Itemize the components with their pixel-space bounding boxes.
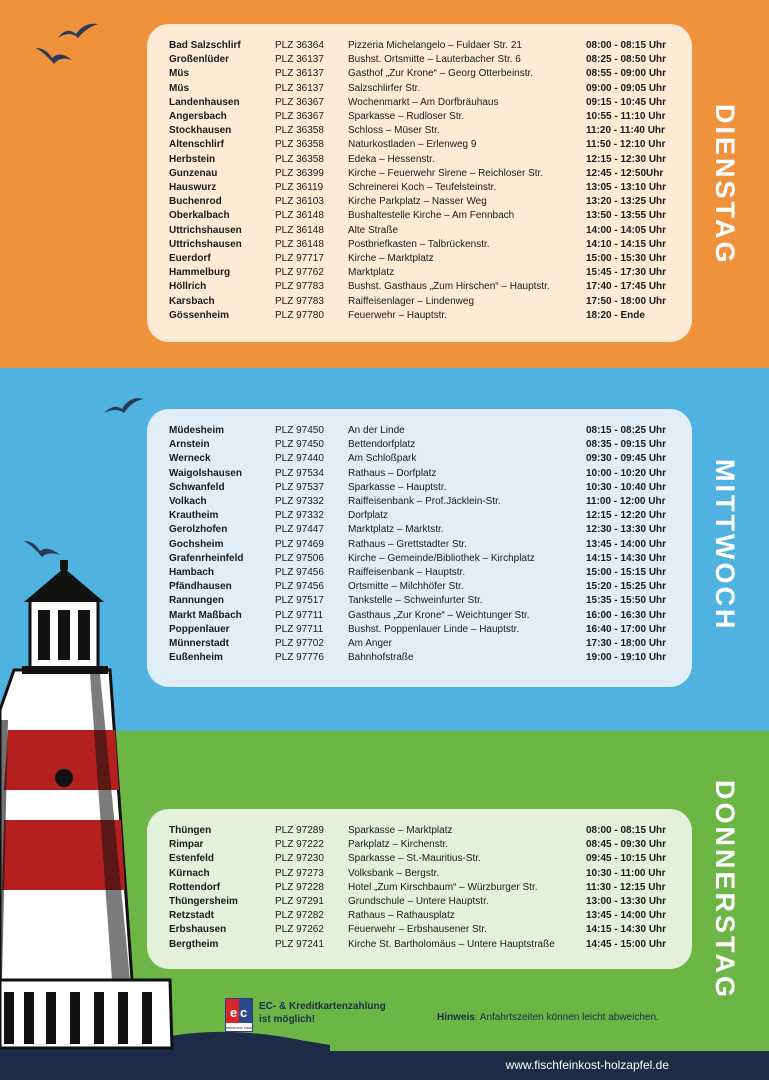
stop-town: Karsbach bbox=[169, 295, 215, 307]
stop-town: Münnerstadt bbox=[169, 638, 229, 650]
svg-text:e: e bbox=[230, 1005, 238, 1020]
payment-note-line1: EC- & Kreditkartenzahlung bbox=[259, 1001, 386, 1012]
stop-postcode: PLZ 36358 bbox=[275, 139, 324, 151]
hint-text: : Anfahrtszeiten können leicht abweichen. bbox=[474, 1012, 659, 1023]
seagull-icon bbox=[34, 44, 74, 66]
stop-time: 14:15 - 14:30 Uhr bbox=[586, 924, 667, 936]
stop-time: 10:55 - 11:10 Uhr bbox=[586, 111, 666, 123]
stop-town: Bad Salzschlirf bbox=[169, 40, 241, 51]
stop-location: Wochenmarkt – Am Dorfbräuhaus bbox=[348, 96, 499, 108]
stop-location: Grundschule – Untere Hauptstr. bbox=[348, 896, 489, 908]
stop-location: Marktplatz – Marktstr. bbox=[348, 524, 444, 536]
schedule-row bbox=[169, 538, 672, 552]
stop-time: 15:45 - 17:30 Uhr bbox=[586, 267, 667, 279]
stop-time: 08:15 - 08:25 Uhr bbox=[586, 425, 667, 436]
stop-time: 14:10 - 14:15 Uhr bbox=[586, 238, 667, 250]
schedule-row bbox=[169, 280, 672, 294]
stop-time: 13:05 - 13:10 Uhr bbox=[586, 182, 667, 194]
stop-postcode: PLZ 97711 bbox=[275, 623, 324, 635]
stop-town: Stockhausen bbox=[169, 125, 232, 137]
stop-time: 09:00 - 09:05 Uhr bbox=[586, 82, 667, 94]
schedule-row bbox=[169, 209, 672, 223]
stop-location: Am Anger bbox=[348, 638, 392, 650]
schedule-row bbox=[169, 295, 672, 309]
stop-time: 12:15 - 12:30 Uhr bbox=[586, 153, 667, 165]
schedule-row bbox=[169, 452, 672, 466]
stop-town: Arnstein bbox=[169, 439, 210, 451]
stop-town: Schwanfeld bbox=[169, 481, 225, 493]
schedule-row bbox=[169, 266, 672, 280]
stop-town: Müs bbox=[169, 82, 189, 94]
stop-time: 11:20 - 11:40 Uhr bbox=[586, 125, 665, 137]
stop-town: Gochsheim bbox=[169, 538, 224, 550]
hint-note bbox=[437, 1012, 659, 1023]
stop-postcode: PLZ 97469 bbox=[275, 538, 324, 550]
stop-town: Volkach bbox=[169, 496, 207, 508]
stop-location: Bushst. Ortsmitte – Lauterbacher Str. 6 bbox=[348, 54, 521, 66]
stop-time: 18:20 - Ende bbox=[586, 309, 645, 321]
stop-postcode: PLZ 97291 bbox=[275, 896, 324, 908]
stop-postcode: PLZ 36367 bbox=[275, 111, 324, 123]
stop-location: Raiffeisenbank – Hauptstr. bbox=[348, 567, 466, 579]
stop-location: Kirche St. Bartholomäus – Untere Hauptstraße bbox=[348, 938, 555, 950]
stop-location: Postbriefkasten – Talbrückenstr. bbox=[348, 238, 490, 250]
stop-time: 19:00 - 19:10 Uhr bbox=[586, 652, 667, 664]
stop-postcode: PLZ 97447 bbox=[275, 524, 324, 536]
thursday-schedule-card bbox=[147, 809, 692, 969]
stop-town: Krautheim bbox=[169, 510, 219, 522]
schedule-row bbox=[169, 424, 672, 438]
schedule-row bbox=[169, 938, 672, 952]
schedule-row bbox=[169, 881, 672, 895]
stop-time: 13:20 - 13:25 Uhr bbox=[586, 196, 667, 208]
schedule-row bbox=[169, 181, 672, 195]
stop-postcode: PLZ 36358 bbox=[275, 153, 324, 165]
stop-time: 10:30 - 11:00 Uhr bbox=[586, 867, 666, 879]
stop-town: Höllrich bbox=[169, 281, 207, 293]
stop-town: Werneck bbox=[169, 453, 211, 465]
stop-time: 13:45 - 14:00 Uhr bbox=[586, 538, 667, 550]
stop-town: Gerolzhofen bbox=[169, 524, 228, 536]
stop-town: Thüngersheim bbox=[169, 896, 238, 908]
stop-time: 14:45 - 15:00 Uhr bbox=[586, 938, 667, 950]
stop-time: 11:00 - 12:00 Uhr bbox=[586, 496, 666, 508]
schedule-row bbox=[169, 594, 672, 608]
schedule-row bbox=[169, 82, 672, 96]
stop-postcode: PLZ 97241 bbox=[275, 938, 324, 950]
stop-location: Pizzeria Michelangelo – Fuldaer Str. 21 bbox=[348, 40, 522, 51]
stop-postcode: PLZ 36358 bbox=[275, 125, 324, 137]
stop-location: Sparkasse – Hauptstr. bbox=[348, 481, 447, 493]
seagull-icon bbox=[56, 20, 100, 42]
stop-location: Rathaus – Rathausplatz bbox=[348, 910, 455, 922]
stop-postcode: PLZ 97534 bbox=[275, 467, 324, 479]
stop-postcode: PLZ 36119 bbox=[275, 182, 324, 194]
schedule-row bbox=[169, 824, 672, 838]
stop-postcode: PLZ 97282 bbox=[275, 910, 324, 922]
stop-postcode: PLZ 36364 bbox=[275, 40, 324, 51]
stop-location: Rathaus – Dorfplatz bbox=[348, 467, 437, 479]
schedule-row bbox=[169, 67, 672, 81]
stop-time: 17:50 - 18:00 Uhr bbox=[586, 295, 667, 307]
stop-location: Schreinerei Koch – Teufelsteinstr. bbox=[348, 182, 497, 194]
stop-town: Euerdorf bbox=[169, 253, 211, 265]
stop-time: 16:40 - 17:00 Uhr bbox=[586, 623, 667, 635]
stop-postcode: PLZ 97783 bbox=[275, 295, 324, 307]
stop-location: Sparkasse – Marktplatz bbox=[348, 825, 453, 836]
stop-location: Kirche – Gemeinde/Bibliothek – Kirchplatz bbox=[348, 552, 535, 564]
stop-location: Hotel „Zum Kirschbaum“ – Würzburger Str. bbox=[348, 881, 538, 893]
stop-postcode: PLZ 36137 bbox=[275, 54, 324, 66]
stop-time: 15:00 - 15:15 Uhr bbox=[586, 567, 667, 579]
stop-location: Sparkasse – St.-Mauritius-Str. bbox=[348, 853, 481, 865]
wednesday-schedule-table bbox=[169, 424, 672, 665]
schedule-row bbox=[169, 509, 672, 523]
stop-location: Kirche – Marktplatz bbox=[348, 253, 434, 265]
schedule-row bbox=[169, 224, 672, 238]
footer-bar bbox=[0, 1051, 769, 1080]
stop-location: Gasthaus „Zur Krone“ – Weichtunger Str. bbox=[348, 609, 530, 621]
stop-time: 14:00 - 14:05 Uhr bbox=[586, 224, 667, 236]
schedule-row bbox=[169, 124, 672, 138]
schedule-row bbox=[169, 138, 672, 152]
stop-location: Bahnhofstraße bbox=[348, 652, 414, 664]
stop-location: Bushst. Gasthaus „Zum Hirschen“ – Hauptstr. bbox=[348, 281, 550, 293]
stop-town: Kürnach bbox=[169, 867, 210, 879]
stop-time: 08:45 - 09:30 Uhr bbox=[586, 839, 667, 851]
stop-location: Ortsmitte – Milchhöfer Str. bbox=[348, 581, 464, 593]
stop-town: Gunzenau bbox=[169, 167, 218, 179]
schedule-row bbox=[169, 195, 672, 209]
stop-town: Rannungen bbox=[169, 595, 224, 607]
stop-postcode: PLZ 97537 bbox=[275, 481, 324, 493]
stop-town: Altenschlirf bbox=[169, 139, 225, 151]
stop-town: Gössenheim bbox=[169, 309, 230, 321]
stop-location: Feuerwehr – Hauptstr. bbox=[348, 309, 447, 321]
tuesday-schedule-table bbox=[169, 39, 672, 323]
payment-note bbox=[259, 1000, 409, 1026]
stop-town: Eußenheim bbox=[169, 652, 223, 664]
schedule-row bbox=[169, 623, 672, 637]
seagull-icon bbox=[22, 537, 62, 559]
stop-location: Gasthof „Zur Krone“ – Georg Otterbeinstr. bbox=[348, 68, 534, 80]
stop-time: 08:55 - 09:00 Uhr bbox=[586, 68, 667, 80]
stop-location: Am Schloßpark bbox=[348, 453, 417, 465]
stop-postcode: PLZ 97332 bbox=[275, 510, 324, 522]
stop-location: Kirche Parkplatz – Nasser Weg bbox=[348, 196, 487, 208]
stop-postcode: PLZ 36148 bbox=[275, 224, 324, 236]
stop-town: Rimpar bbox=[169, 839, 204, 851]
stop-time: 15:00 - 15:30 Uhr bbox=[586, 253, 667, 265]
schedule-row bbox=[169, 852, 672, 866]
stop-time: 08:35 - 09:15 Uhr bbox=[586, 439, 667, 451]
schedule-row bbox=[169, 39, 672, 53]
stop-postcode: PLZ 97456 bbox=[275, 567, 324, 579]
stop-postcode: PLZ 36137 bbox=[275, 82, 324, 94]
stop-postcode: PLZ 97702 bbox=[275, 638, 324, 650]
stop-town: Hammelburg bbox=[169, 267, 231, 279]
stop-location: Bettendorfplatz bbox=[348, 439, 416, 451]
stop-location: Sparkasse – Rudloser Str. bbox=[348, 111, 465, 123]
stop-location: Edeka – Hessenstr. bbox=[348, 153, 435, 165]
stop-time: 09:30 - 09:45 Uhr bbox=[586, 453, 667, 465]
schedule-row bbox=[169, 167, 672, 181]
stop-town: Landenhausen bbox=[169, 96, 240, 108]
stop-town: Poppenlauer bbox=[169, 623, 230, 635]
stop-location: Volksbank – Bergstr. bbox=[348, 867, 440, 879]
stop-location: Parkplatz – Kirchenstr. bbox=[348, 839, 449, 851]
stop-postcode: PLZ 97230 bbox=[275, 853, 324, 865]
stop-time: 10:00 - 10:20 Uhr bbox=[586, 467, 667, 479]
stop-time: 15:35 - 15:50 Uhr bbox=[586, 595, 667, 607]
schedule-row bbox=[169, 467, 672, 481]
schedule-row bbox=[169, 238, 672, 252]
stop-location: Bushst. Poppenlauer Linde – Hauptstr. bbox=[348, 623, 520, 635]
schedule-row bbox=[169, 580, 672, 594]
stop-location: Feuerwehr – Erbshausener Str. bbox=[348, 924, 487, 936]
stop-location: Kirche – Feuerwehr Sirene – Reichloser Str. bbox=[348, 167, 544, 179]
seagull-icon bbox=[102, 393, 146, 415]
stop-time: 12:15 - 12:20 Uhr bbox=[586, 510, 667, 522]
stop-postcode: PLZ 97289 bbox=[275, 825, 324, 836]
stop-location: Salzschlirfer Str. bbox=[348, 82, 421, 94]
stop-town: Pfändhausen bbox=[169, 581, 232, 593]
stop-location: Marktplatz bbox=[348, 267, 395, 279]
stop-postcode: PLZ 97762 bbox=[275, 267, 324, 279]
stop-time: 12:45 - 12:50Uhr bbox=[586, 167, 664, 179]
stop-time: 14:15 - 14:30 Uhr bbox=[586, 552, 667, 564]
stop-postcode: PLZ 36148 bbox=[275, 238, 324, 250]
payment-note-line2: ist möglich! bbox=[259, 1014, 316, 1025]
stop-location: Raiffeisenbank – Prof.Jäcklein-Str. bbox=[348, 496, 501, 508]
stop-time: 09:15 - 10:45 Uhr bbox=[586, 96, 667, 108]
stop-location: Rathaus – Grettstadter Str. bbox=[348, 538, 467, 550]
stop-postcode: PLZ 36137 bbox=[275, 68, 324, 80]
stop-location: Alte Straße bbox=[348, 224, 399, 236]
stop-location: Naturkostladen – Erlenweg 9 bbox=[348, 139, 477, 151]
stop-postcode: PLZ 97456 bbox=[275, 581, 324, 593]
stop-town: Müdesheim bbox=[169, 425, 225, 436]
stop-town: Großenlüder bbox=[169, 54, 230, 66]
stop-postcode: PLZ 36148 bbox=[275, 210, 324, 222]
schedule-row bbox=[169, 867, 672, 881]
schedule-row bbox=[169, 481, 672, 495]
stop-postcode: PLZ 97517 bbox=[275, 595, 324, 607]
stop-postcode: PLZ 97776 bbox=[275, 652, 324, 664]
stop-time: 16:00 - 16:30 Uhr bbox=[586, 609, 667, 621]
hint-label: Hinweis bbox=[437, 1012, 475, 1023]
stop-town: Uttrichshausen bbox=[169, 238, 242, 250]
schedule-row bbox=[169, 923, 672, 937]
stop-town: Uttrichshausen bbox=[169, 224, 242, 236]
schedule-row bbox=[169, 495, 672, 509]
stop-time: 08:00 - 08:15 Uhr bbox=[586, 825, 667, 836]
day-label-wednesday: MITTWOCH bbox=[710, 459, 740, 632]
schedule-row bbox=[169, 552, 672, 566]
stop-time: 17:40 - 17:45 Uhr bbox=[586, 281, 667, 293]
stop-town: Estenfeld bbox=[169, 853, 215, 865]
stop-town: Waigolshausen bbox=[169, 467, 242, 479]
schedule-row bbox=[169, 309, 672, 323]
thursday-schedule-table bbox=[169, 824, 672, 952]
stop-town: Rottendorf bbox=[169, 881, 221, 893]
schedule-row bbox=[169, 651, 672, 665]
stop-time: 09:45 - 10:15 Uhr bbox=[586, 853, 667, 865]
stop-postcode: PLZ 36367 bbox=[275, 96, 324, 108]
stop-postcode: PLZ 97450 bbox=[275, 439, 324, 451]
stop-town: Erbshausen bbox=[169, 924, 227, 936]
stop-town: Thüngen bbox=[169, 825, 212, 836]
stop-town: Hambach bbox=[169, 567, 215, 579]
schedule-row bbox=[169, 53, 672, 67]
stop-town: Angersbach bbox=[169, 111, 227, 123]
stop-location: Raiffeisenlager – Lindenweg bbox=[348, 295, 475, 307]
stop-town: Bergtheim bbox=[169, 938, 219, 950]
schedule-row bbox=[169, 637, 672, 651]
stop-town: Herbstein bbox=[169, 153, 216, 165]
ec-card-logo bbox=[225, 998, 253, 1032]
stop-time: 12:30 - 13:30 Uhr bbox=[586, 524, 667, 536]
ec-logo-caption: electronic cash bbox=[226, 1025, 252, 1030]
stop-location: Schloss – Müser Str. bbox=[348, 125, 440, 137]
schedule-row bbox=[169, 909, 672, 923]
stop-location: Dorfplatz bbox=[348, 510, 389, 522]
stop-time: 11:50 - 12:10 Uhr bbox=[586, 139, 666, 151]
stop-postcode: PLZ 97783 bbox=[275, 281, 324, 293]
stop-postcode: PLZ 97717 bbox=[275, 253, 324, 265]
schedule-row bbox=[169, 110, 672, 124]
stop-town: Buchenrod bbox=[169, 196, 222, 208]
schedule-row bbox=[169, 895, 672, 909]
wednesday-schedule-card bbox=[147, 409, 692, 687]
stop-postcode: PLZ 97711 bbox=[275, 609, 324, 621]
stop-postcode: PLZ 97228 bbox=[275, 881, 324, 893]
stop-postcode: PLZ 97273 bbox=[275, 867, 324, 879]
stop-postcode: PLZ 97262 bbox=[275, 924, 324, 936]
stop-time: 08:00 - 08:15 Uhr bbox=[586, 40, 667, 51]
schedule-row bbox=[169, 252, 672, 266]
stop-town: Hauswurz bbox=[169, 182, 217, 194]
stop-time: 17:30 - 18:00 Uhr bbox=[586, 638, 667, 650]
stop-time: 13:50 - 13:55 Uhr bbox=[586, 210, 667, 222]
website-link[interactable]: www.fischfeinkost-holzapfel.de bbox=[505, 1058, 669, 1072]
stop-postcode: PLZ 97440 bbox=[275, 453, 324, 465]
stop-postcode: PLZ 36399 bbox=[275, 167, 324, 179]
tuesday-schedule-card bbox=[147, 24, 692, 342]
stop-time: 13:45 - 14:00 Uhr bbox=[586, 910, 667, 922]
stop-time: 11:30 - 12:15 Uhr bbox=[586, 881, 666, 893]
stop-postcode: PLZ 97450 bbox=[275, 425, 324, 436]
schedule-row bbox=[169, 523, 672, 537]
stop-town: Oberkalbach bbox=[169, 210, 230, 222]
stop-location: Tankstelle – Schweinfurter Str. bbox=[348, 595, 483, 607]
stop-town: Retzstadt bbox=[169, 910, 215, 922]
stop-town: Grafenrheinfeld bbox=[169, 552, 244, 564]
schedule-row bbox=[169, 566, 672, 580]
stop-time: 08:25 - 08:50 Uhr bbox=[586, 54, 667, 66]
stop-town: Markt Maßbach bbox=[169, 609, 242, 621]
day-label-thursday: DONNERSTAG bbox=[710, 780, 740, 1001]
stop-postcode: PLZ 97780 bbox=[275, 309, 324, 321]
schedule-row bbox=[169, 96, 672, 110]
stop-time: 15:20 - 15:25 Uhr bbox=[586, 581, 667, 593]
stop-postcode: PLZ 97332 bbox=[275, 496, 324, 508]
day-label-tuesday: DIENSTAG bbox=[710, 104, 740, 266]
stop-postcode: PLZ 97222 bbox=[275, 839, 324, 851]
stop-time: 10:30 - 10:40 Uhr bbox=[586, 481, 667, 493]
stop-location: Bushaltestelle Kirche – Am Fennbach bbox=[348, 210, 515, 222]
stop-time: 13:00 - 13:30 Uhr bbox=[586, 896, 667, 908]
stop-postcode: PLZ 36103 bbox=[275, 196, 324, 208]
stop-town: Müs bbox=[169, 68, 189, 80]
schedule-row bbox=[169, 609, 672, 623]
schedule-row bbox=[169, 153, 672, 167]
schedule-row bbox=[169, 438, 672, 452]
svg-text:c: c bbox=[240, 1005, 248, 1020]
stop-postcode: PLZ 97506 bbox=[275, 552, 324, 564]
stop-location: An der Linde bbox=[348, 425, 405, 436]
schedule-row bbox=[169, 838, 672, 852]
